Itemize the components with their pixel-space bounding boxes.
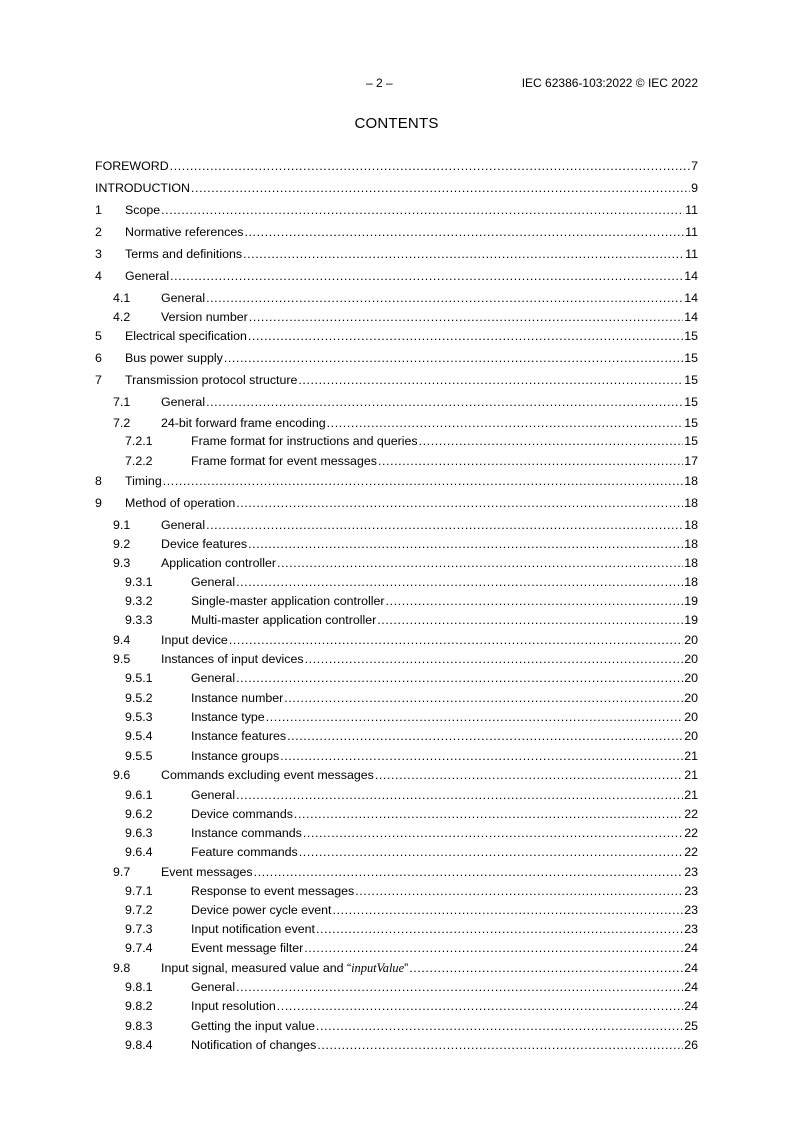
toc-entry-title: General [191,980,236,994]
toc-dot-leader [378,453,683,469]
toc-entry[interactable] [95,921,698,937]
toc-entry[interactable] [95,328,698,344]
toc-entry-page: 15 [684,373,698,387]
toc-entry-number: 9.6.4 [125,845,153,859]
toc-dot-leader [316,1018,683,1034]
toc-entry-page: 7 [691,159,698,173]
toc-entry[interactable] [95,415,698,431]
toc-entry-number: 7.2.2 [125,454,153,468]
toc-entry-number: 9.7.4 [125,941,153,955]
toc-dot-leader [375,767,683,783]
toc-entry-page: 14 [684,291,698,305]
toc-entry-title: Input notification event [191,922,315,936]
toc-entry[interactable] [95,1018,698,1034]
toc-entry-number: 9.1 [113,518,131,532]
toc-entry-page: 23 [684,884,698,898]
toc-entry[interactable] [95,309,698,325]
toc-entry-title: Frame format for instructions and queries [191,434,418,448]
toc-entry-page: 26 [684,1038,698,1052]
toc-entry-page: 22 [684,845,698,859]
toc-dot-leader [254,864,684,880]
toc-entry[interactable] [95,787,698,803]
toc-entry-page: 24 [684,999,698,1013]
toc-entry-page: 21 [684,788,698,802]
toc-entry-number: 9.6.1 [125,788,153,802]
toc-entry[interactable] [95,1037,698,1053]
toc-entry[interactable] [95,728,698,744]
toc-entry-title: Bus power supply [125,351,223,365]
toc-entry-title: FOREWORD [95,159,169,173]
toc-entry-title: General [191,575,236,589]
toc-entry-number: 2 [95,225,102,239]
toc-entry-title: Feature commands [191,845,298,859]
toc-dot-leader [191,180,690,196]
toc-dot-leader [303,825,683,841]
toc-entry-number: 9.7.2 [125,903,153,917]
toc-dot-leader [161,202,684,218]
toc-entry[interactable] [95,806,698,822]
toc-entry-title: Event messages [161,865,253,879]
toc-dot-leader [419,433,684,449]
toc-dot-leader [355,883,683,899]
toc-dot-leader [170,268,683,284]
toc-entry-page: 11 [685,203,698,217]
toc-entry-number: 7.2 [113,416,131,430]
toc-entry[interactable] [95,979,698,995]
toc-entry-page: 15 [684,351,698,365]
toc-entry[interactable] [95,202,698,218]
toc-entry-page: 17 [684,454,698,468]
toc-entry-page: 18 [684,575,698,589]
toc-entry-number: 9 [95,496,102,510]
toc-entry-number: 9.4 [113,633,131,647]
toc-entry-page: 22 [684,807,698,821]
toc-entry-title: Version number [161,310,248,324]
toc-dot-leader [236,979,683,995]
toc-entry-title: General [191,671,236,685]
toc-entry[interactable] [95,690,698,706]
toc-dot-leader [304,940,683,956]
toc-dot-leader [327,415,684,431]
page-number: – 2 – [366,76,393,90]
toc-dot-leader [249,309,683,325]
toc-dot-leader [299,844,683,860]
toc-entry-number: 9.3.3 [125,613,153,627]
toc-entry-number: 9.5 [113,652,131,666]
toc-entry-number: 9.8 [113,961,131,975]
toc-entry-page: 21 [684,768,698,782]
toc-entry-number: 9.8.1 [125,980,153,994]
toc-entry[interactable] [95,940,698,956]
toc-entry-title: General [161,518,206,532]
toc-entry[interactable] [95,612,698,628]
toc-entry-title: Instances of input devices [161,652,304,666]
toc-dot-leader [236,495,683,511]
toc-entry-title-italic: inputValue [351,961,405,975]
toc-entry-title: Response to event messages [191,884,355,898]
toc-entry[interactable] [95,180,698,196]
toc-entry-page: 18 [684,537,698,551]
contents-heading: CONTENTS [354,115,439,132]
toc-dot-leader [206,394,683,410]
toc-entry-page: 18 [684,518,698,532]
toc-entry[interactable] [95,372,698,388]
toc-entry-number: 9.6.3 [125,826,153,840]
toc-entry-number: 1 [95,203,102,217]
toc-entry-page: 23 [684,903,698,917]
toc-entry-number: 9.5.2 [125,691,153,705]
toc-entry-number: 9.8.2 [125,999,153,1013]
toc-entry[interactable] [95,767,698,783]
toc-entry[interactable] [95,268,698,284]
toc-entry-number: 9.5.3 [125,710,153,724]
toc-entry-page: 20 [684,633,698,647]
toc-entry-page: 15 [684,434,698,448]
toc-entry[interactable] [95,473,698,489]
toc-entry-title: INTRODUCTION [95,181,190,195]
toc-dot-leader [236,574,683,590]
toc-entry-title: Instance commands [191,826,302,840]
toc-dot-leader [229,632,683,648]
toc-entry[interactable] [95,453,698,469]
toc-entry-title: General [125,269,170,283]
toc-entry-title: General [191,788,236,802]
toc-entry-title: Terms and definitions [125,247,243,261]
toc-entry[interactable] [95,158,698,174]
toc-entry[interactable] [95,960,698,976]
toc-entry-title: Instance type [191,710,265,724]
toc-entry-title: Instance number [191,691,284,705]
toc-dot-leader [163,473,683,489]
toc-entry-page: 9 [691,181,698,195]
toc-entry[interactable] [95,433,698,449]
toc-entry-page: 14 [684,310,698,324]
toc-entry[interactable] [95,709,698,725]
toc-entry-number: 6 [95,351,102,365]
toc-entry-page: 22 [684,826,698,840]
toc-entry-title: Device commands [191,807,293,821]
toc-entry[interactable] [95,670,698,686]
toc-dot-leader [317,1037,683,1053]
toc-entry-number: 4.1 [113,291,131,305]
toc-dot-leader [305,651,684,667]
toc-entry-page: 15 [684,329,698,343]
toc-entry-title: Transmission protocol structure [125,373,298,387]
toc-entry[interactable] [95,593,698,609]
page-header [0,76,793,92]
toc-entry-title: Application controller [161,556,277,570]
toc-dot-leader [386,593,684,609]
toc-entry[interactable] [95,651,698,667]
toc-dot-leader [248,536,683,552]
toc-dot-leader [244,224,684,240]
toc-dot-leader [409,960,683,976]
toc-entry-number: 5 [95,329,102,343]
toc-entry-number: 7.2.1 [125,434,153,448]
toc-entry[interactable] [95,350,698,366]
toc-entry-title: Commands excluding event messages [161,768,374,782]
toc-dot-leader [280,748,683,764]
toc-entry-title: General [161,395,206,409]
toc-entry-title: Method of operation [125,496,236,510]
toc-entry-page: 18 [684,556,698,570]
toc-entry-page: 15 [684,395,698,409]
toc-entry-title: Input resolution [191,999,276,1013]
toc-entry-title: Frame format for event messages [191,454,377,468]
toc-entry[interactable] [95,517,698,533]
toc-entry[interactable] [95,574,698,590]
toc-dot-leader [243,246,684,262]
toc-entry-page: 20 [684,691,698,705]
toc-entry-number: 9.6 [113,768,131,782]
toc-dot-leader [236,670,683,686]
toc-entry[interactable] [95,632,698,648]
toc-entry-number: 4 [95,269,102,283]
toc-entry-page: 19 [684,613,698,627]
toc-entry[interactable] [95,844,698,860]
toc-entry-number: 9.5.4 [125,729,153,743]
toc-entry-title: General [161,291,206,305]
toc-entry[interactable] [95,555,698,571]
toc-entry[interactable] [95,883,698,899]
toc-entry-page: 23 [684,922,698,936]
toc-entry-number: 9.3.2 [125,594,153,608]
toc-entry-page: 24 [684,941,698,955]
toc-entry[interactable] [95,495,698,511]
toc-entry-page: 20 [684,652,698,666]
toc-entry[interactable] [95,998,698,1014]
toc-entry-page: 24 [684,961,698,975]
toc-dot-leader [284,690,683,706]
toc-dot-leader [287,728,683,744]
toc-dot-leader [206,290,683,306]
toc-entry-title: Device features [161,537,248,551]
toc-entry[interactable] [95,864,698,880]
toc-entry-number: 4.2 [113,310,131,324]
toc-entry[interactable] [95,825,698,841]
toc-entry-number: 9.2 [113,537,131,551]
toc-entry-page: 18 [684,496,698,510]
toc-dot-leader [170,158,690,174]
toc-entry[interactable] [95,224,698,240]
toc-entry-page: 24 [684,980,698,994]
document-identifier: IEC 62386-103:2022 © IEC 2022 [521,76,698,90]
toc-dot-leader [236,787,683,803]
toc-entry-page: 19 [684,594,698,608]
toc-entry-number: 9.8.4 [125,1038,153,1052]
toc-dot-leader [298,372,683,388]
toc-entry-number: 9.3.1 [125,575,153,589]
toc-entry-number: 7 [95,373,102,387]
toc-entry[interactable] [95,290,698,306]
toc-entry[interactable] [95,536,698,552]
toc-entry-title: Normative references [125,225,244,239]
toc-entry-title: Device power cycle event [191,903,332,917]
toc-entry-page: 20 [684,710,698,724]
toc-entry-page: 11 [685,225,698,239]
toc-dot-leader [377,612,683,628]
toc-entry-page: 25 [684,1019,698,1033]
toc-dot-leader [224,350,683,366]
toc-entry-title [161,960,408,976]
toc-entry-page: 20 [684,729,698,743]
toc-dot-leader [277,555,683,571]
toc-dot-leader [277,998,683,1014]
toc-entry-page: 11 [685,247,698,261]
toc-dot-leader [248,328,683,344]
toc-entry-title-text: Input signal, measured value and “ [161,961,352,975]
toc-entry-page: 14 [684,269,698,283]
toc-dot-leader [333,902,684,918]
toc-entry-title: Input device [161,633,228,647]
toc-entry-page: 23 [684,865,698,879]
toc-dot-leader [294,806,683,822]
toc-entry-title: Multi-master application controller [191,613,377,627]
toc-entry-number: 3 [95,247,102,261]
toc-entry-title: Timing [125,474,162,488]
toc-entry[interactable] [95,902,698,918]
toc-entry-number: 9.5.1 [125,671,153,685]
toc-entry-title: Scope [125,203,161,217]
toc-dot-leader [316,921,683,937]
toc-entry-number: 9.3 [113,556,131,570]
toc-dot-leader [266,709,684,725]
toc-dot-leader [206,517,683,533]
toc-entry-number: 9.6.2 [125,807,153,821]
toc-entry-page: 21 [684,749,698,763]
toc-entry-page: 15 [684,416,698,430]
toc-entry-number: 9.5.5 [125,749,153,763]
toc-entry-title: Single-master application controller [191,594,385,608]
toc-entry-number: 7.1 [113,395,131,409]
toc-entry-title: Getting the input value [191,1019,315,1033]
toc-entry-number: 9.8.3 [125,1019,153,1033]
toc-entry-title: Instance features [191,729,287,743]
toc-entry[interactable] [95,748,698,764]
toc-entry-number: 9.7 [113,865,131,879]
toc-entry-title: Instance groups [191,749,280,763]
toc-entry-page: 20 [684,671,698,685]
toc-entry[interactable] [95,394,698,410]
toc-entry-title-suffix: ” [404,961,409,975]
toc-entry-number: 9.7.3 [125,922,153,936]
toc-entry-number: 8 [95,474,102,488]
toc-entry-title: Event message filter [191,941,304,955]
toc-entry-title: Notification of changes [191,1038,317,1052]
toc-entry-title: 24-bit forward frame encoding [161,416,326,430]
toc-entry-title: Electrical specification [125,329,247,343]
toc-entry-page: 18 [684,474,698,488]
toc-entry[interactable] [95,246,698,262]
toc-entry-number: 9.7.1 [125,884,153,898]
